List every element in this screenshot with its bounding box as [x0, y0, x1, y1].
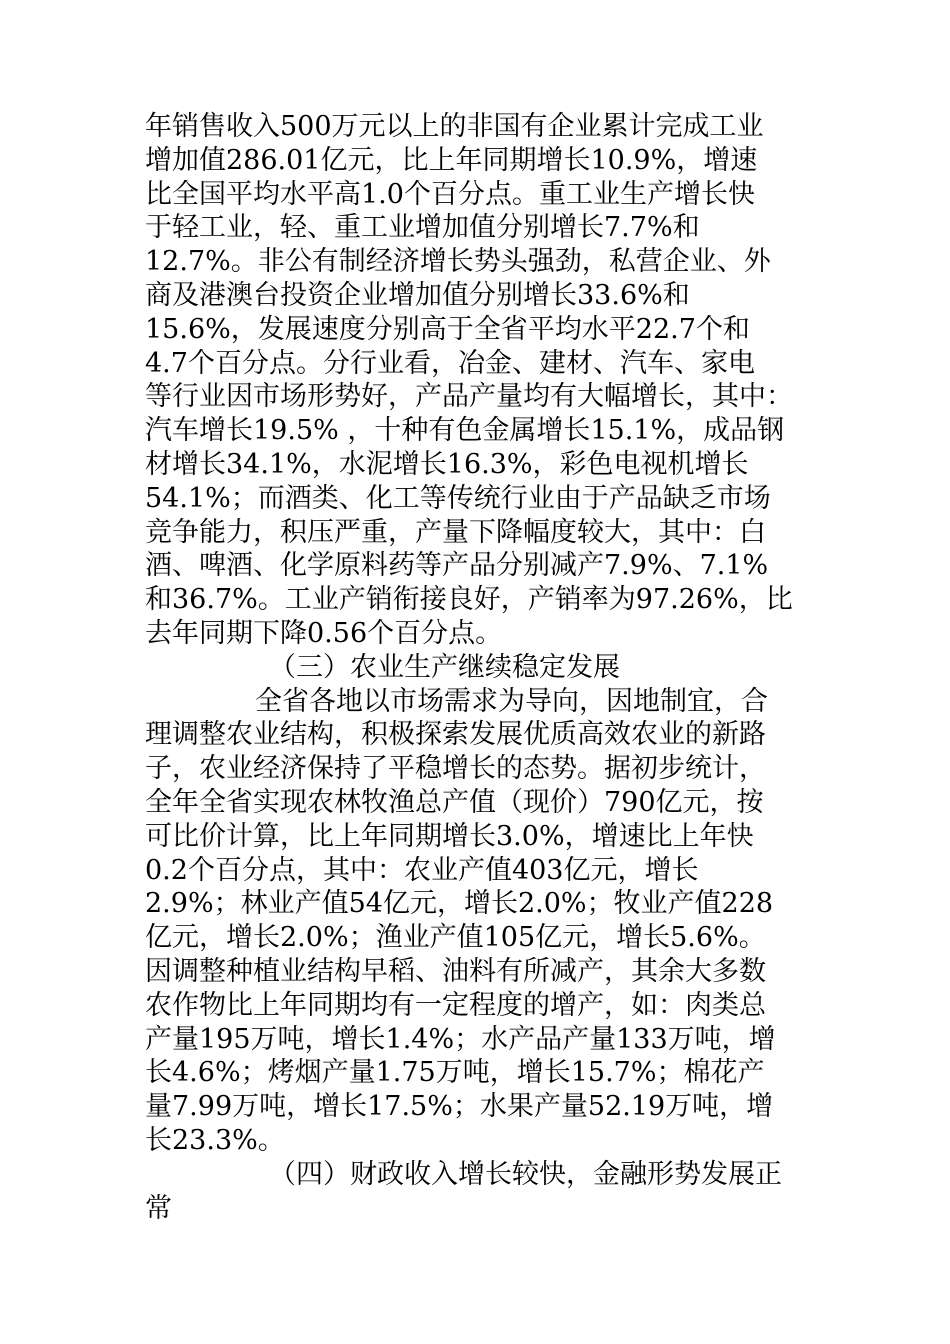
- text-line: 农作物比上年同期均有一定程度的增产，如：肉类总: [145, 989, 766, 1021]
- text-line: 产量195万吨，增长1.4%；水产品产量133万吨，增: [145, 1023, 776, 1055]
- text-line: 全年全省实现农林牧渔总产值（现价）790亿元，按: [145, 786, 764, 818]
- text-line: 长4.6%；烤烟产量1.75万吨，增长15.7%；棉花产: [145, 1057, 765, 1089]
- text-line: 可比价计算，比上年同期增长3.0%，增速比上年快: [145, 820, 754, 852]
- text-line: 54.1%；而酒类、化工等传统行业由于产品缺乏市场: [145, 482, 771, 514]
- text-line: 汽车增长19.5% ，十种有色金属增长15.1%，成品钢: [145, 415, 785, 447]
- text-line: 2.9%；林业产值54亿元，增长2.0%；牧业产值228: [145, 888, 774, 920]
- text-line: 理调整农业结构，积极探索发展优质高效农业的新路: [145, 719, 766, 751]
- text-line: 长23.3%。: [145, 1124, 285, 1156]
- text-line: 比全国平均水平高1.0个百分点。重工业生产增长快: [145, 178, 755, 210]
- text-line: 于轻工业，轻、重工业增加值分别增长7.7%和: [145, 212, 700, 244]
- text-line: 和36.7%。工业产销衔接良好，产销率为97.26%，比: [145, 584, 793, 616]
- paragraph-first-line: 全省各地以市场需求为导向，因地制宜，合: [255, 685, 768, 717]
- text-line: 子，农业经济保持了平稳增长的态势。据初步统计，: [145, 753, 766, 785]
- text-line: 商及港澳台投资企业增加值分别增长33.6%和: [145, 279, 690, 311]
- text-line: 等行业因市场形势好，产品产量均有大幅增长，其中：: [145, 381, 793, 413]
- text-line: 竞争能力，积压严重，产量下降幅度较大，其中：白: [145, 516, 766, 548]
- text-line: 常: [145, 1192, 172, 1224]
- text-line: 亿元，增长2.0%；渔业产值105亿元，增长5.6%。: [145, 922, 766, 954]
- text-line: 去年同期下降0.56个百分点。: [145, 617, 503, 649]
- text-line: 材增长34.1%，水泥增长16.3%，彩色电视机增长: [145, 448, 749, 480]
- text-line: 0.2个百分点，其中：农业产值403亿元，增长: [145, 854, 699, 886]
- document-body: [145, 110, 845, 1225]
- section-heading: （四）财政收入增长较快，金融形势发展正: [269, 1158, 782, 1190]
- text-line: 4.7个百分点。分行业看，冶金、建材、汽车、家电: [145, 347, 755, 379]
- text-line: 酒、啤酒、化学原料药等产品分别减产7.9%、7.1%: [145, 550, 769, 582]
- text-line: 15.6%，发展速度分别高于全省平均水平22.7个和: [145, 313, 750, 345]
- text-line: 年销售收入500万元以上的非国有企业累计完成工业: [145, 111, 764, 142]
- text-line: 增加值286.01亿元，比上年同期增长10.9%，增速: [145, 144, 758, 176]
- section-heading: （三）农业生产继续稳定发展: [269, 651, 620, 683]
- text-line: 12.7%。非公有制经济增长势头强劲，私营企业、外: [145, 246, 771, 278]
- text-line: 因调整种植业结构早稻、油料有所减产，其余大多数: [145, 955, 766, 987]
- text-line: 量7.99万吨，增长17.5%；水果产量52.19万吨，增: [145, 1091, 774, 1123]
